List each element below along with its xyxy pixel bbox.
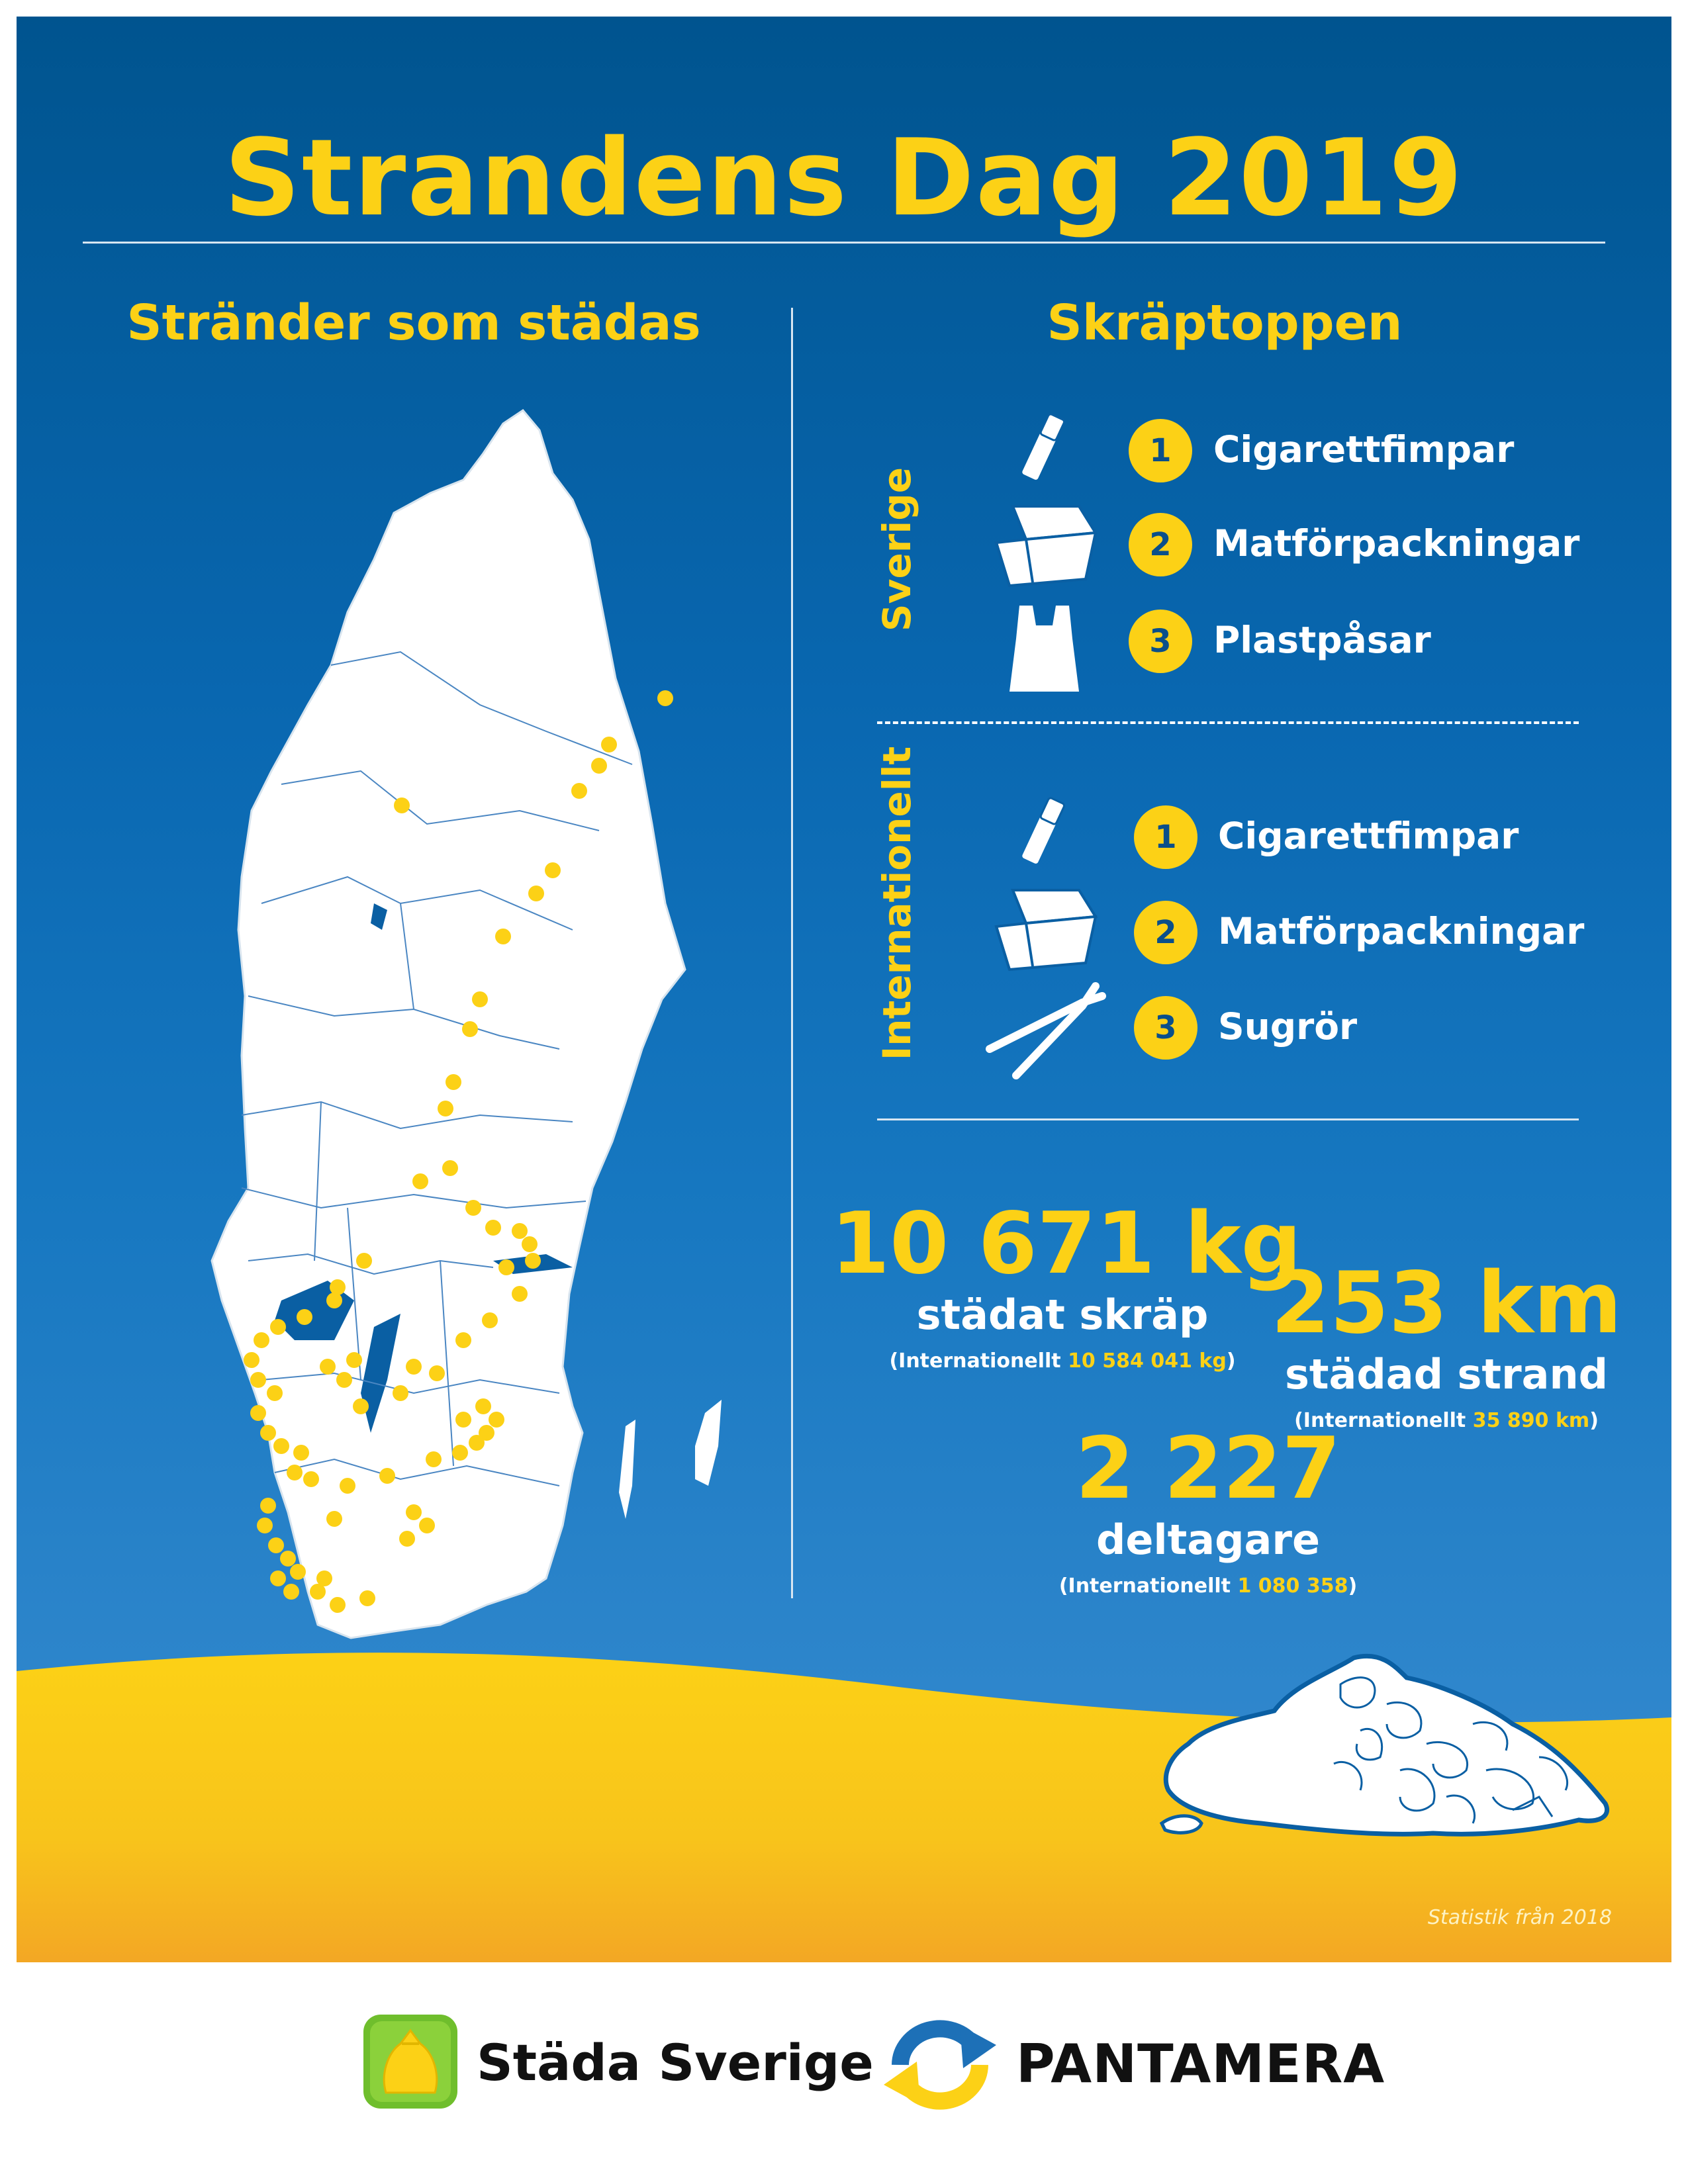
stat-beach-value: 253 km <box>1270 1254 1622 1353</box>
gotland-island <box>695 1400 722 1486</box>
stat-participants-value: 2 227 <box>1075 1420 1341 1518</box>
beach-marker <box>445 1074 461 1090</box>
beach-marker <box>412 1173 428 1189</box>
beach-marker <box>545 862 561 878</box>
beach-marker <box>244 1352 259 1368</box>
beach-marker <box>260 1425 276 1441</box>
rank-badge: 1 <box>1134 805 1197 869</box>
stat-trash-value: 10 671 kg <box>831 1195 1302 1293</box>
trash-pile-icon <box>1142 1645 1632 1850</box>
beach-marker <box>316 1570 332 1586</box>
beach-marker <box>455 1412 471 1428</box>
beach-marker <box>522 1236 538 1252</box>
food-box-icon <box>986 877 1105 976</box>
beach-marker <box>452 1445 468 1461</box>
trash-item-label: Cigarettfimpar <box>1213 428 1515 471</box>
beach-marker <box>525 1253 541 1269</box>
straw-icon <box>983 976 1109 1082</box>
stat-trash-intl: (Internationellt 10 584 041 kg) <box>889 1349 1236 1373</box>
beach-marker <box>485 1220 501 1236</box>
stat-beach-label: städad strand <box>1284 1350 1609 1398</box>
beach-marker <box>455 1332 471 1348</box>
stat-participants-label: deltagare <box>1096 1516 1320 1564</box>
trash-item-label: Matförpackningar <box>1213 522 1580 565</box>
stat-trash-label: städat skräp <box>916 1291 1209 1339</box>
beach-marker <box>426 1451 442 1467</box>
beach-marker <box>394 797 410 813</box>
stats-footnote: Statistik från 2018 <box>1427 1906 1612 1929</box>
stat-participants <box>976 1420 1440 1598</box>
stat-participants-intl: (Internationellt 1 080 358) <box>1058 1574 1358 1598</box>
rank-badge: 3 <box>1134 996 1197 1060</box>
rank-badge: 2 <box>1134 901 1197 964</box>
dashed-divider <box>877 721 1579 724</box>
beach-marker <box>512 1286 528 1302</box>
beach-marker <box>353 1398 369 1414</box>
beach-marker <box>346 1352 362 1368</box>
stada-sverige-logo <box>361 2012 460 2111</box>
beach-marker <box>287 1465 303 1480</box>
beach-marker <box>290 1564 306 1580</box>
beach-marker <box>393 1385 408 1401</box>
sweden-label: Sverige <box>874 467 919 632</box>
beach-marker <box>438 1101 453 1116</box>
trash-item-label: Sugrör <box>1218 1005 1358 1048</box>
trash-item-label: Matförpackningar <box>1218 910 1585 952</box>
food-box-icon <box>986 493 1105 592</box>
beach-marker <box>475 1398 491 1414</box>
stada-sverige-wordmark: Städa Sverige <box>477 2033 874 2092</box>
beach-marker <box>270 1319 286 1335</box>
page-title: Strandens Dag 2019 <box>224 116 1464 240</box>
cigarette-icon <box>1009 791 1076 870</box>
beach-marker <box>257 1518 273 1533</box>
beach-marker <box>250 1405 266 1421</box>
beach-marker <box>336 1372 352 1388</box>
beach-marker <box>273 1438 289 1454</box>
beach-marker <box>303 1471 319 1487</box>
beach-marker <box>479 1425 494 1441</box>
beach-marker <box>260 1498 276 1514</box>
beach-marker <box>280 1551 296 1567</box>
beach-marker <box>472 991 488 1007</box>
skraptoppen-heading: Skräptoppen <box>1047 295 1403 351</box>
title-divider <box>83 242 1605 244</box>
beach-marker <box>283 1584 299 1600</box>
beach-marker <box>270 1570 286 1586</box>
rank-badge: 2 <box>1129 513 1192 576</box>
beach-marker <box>320 1359 336 1375</box>
beach-marker <box>495 929 511 944</box>
stat-trash <box>831 1195 1302 1373</box>
beach-marker <box>379 1468 395 1484</box>
rank-badge: 3 <box>1129 610 1192 673</box>
beach-marker <box>254 1332 269 1348</box>
stat-beach-intl: (Internationellt 35 890 km) <box>1294 1409 1599 1432</box>
beach-marker <box>267 1385 283 1401</box>
beach-marker <box>359 1590 375 1606</box>
beach-marker <box>601 737 617 752</box>
stats-divider <box>877 1118 1579 1120</box>
beach-marker <box>250 1372 266 1388</box>
beach-marker <box>512 1223 528 1239</box>
center-divider <box>791 308 793 1598</box>
beach-marker <box>657 690 673 706</box>
pantamera-wordmark: PANTAMERA <box>1016 2033 1385 2095</box>
beach-marker <box>482 1312 498 1328</box>
beach-marker <box>340 1478 355 1494</box>
beach-marker <box>406 1504 422 1520</box>
map-heading: Stränder som städas <box>126 295 701 351</box>
beach-marker <box>571 783 587 799</box>
stat-beach <box>1248 1254 1645 1432</box>
beach-marker <box>465 1200 481 1216</box>
trash-item-label: Plastpåsar <box>1213 619 1431 661</box>
oland-island <box>619 1420 635 1519</box>
beach-marker <box>268 1537 284 1553</box>
beach-marker <box>330 1597 346 1613</box>
international-label: Internationellt <box>874 746 919 1061</box>
beach-marker <box>528 886 544 901</box>
beach-marker <box>489 1412 504 1428</box>
poster <box>17 17 1671 1962</box>
beach-marker <box>406 1359 422 1375</box>
beach-marker <box>326 1511 342 1527</box>
beach-marker <box>498 1259 514 1275</box>
beach-marker <box>419 1518 435 1533</box>
plastic-bag-icon <box>1000 599 1086 698</box>
beach-marker <box>297 1309 312 1325</box>
cigarette-icon <box>1009 407 1076 486</box>
beach-marker <box>399 1531 415 1547</box>
trash-item-label: Cigarettfimpar <box>1218 815 1519 857</box>
rank-badge: 1 <box>1129 419 1192 482</box>
stada-sverige-bag-icon <box>361 2012 460 2111</box>
beach-marker <box>293 1445 309 1461</box>
beach-marker <box>442 1160 458 1176</box>
sweden-map <box>202 400 731 1645</box>
beach-marker <box>330 1279 346 1295</box>
beach-marker <box>326 1293 342 1308</box>
pantamera-arrows-icon <box>874 2019 1006 2111</box>
beach-marker <box>429 1365 445 1381</box>
beach-marker <box>356 1253 372 1269</box>
beach-marker <box>462 1021 478 1037</box>
beach-marker <box>591 758 607 774</box>
